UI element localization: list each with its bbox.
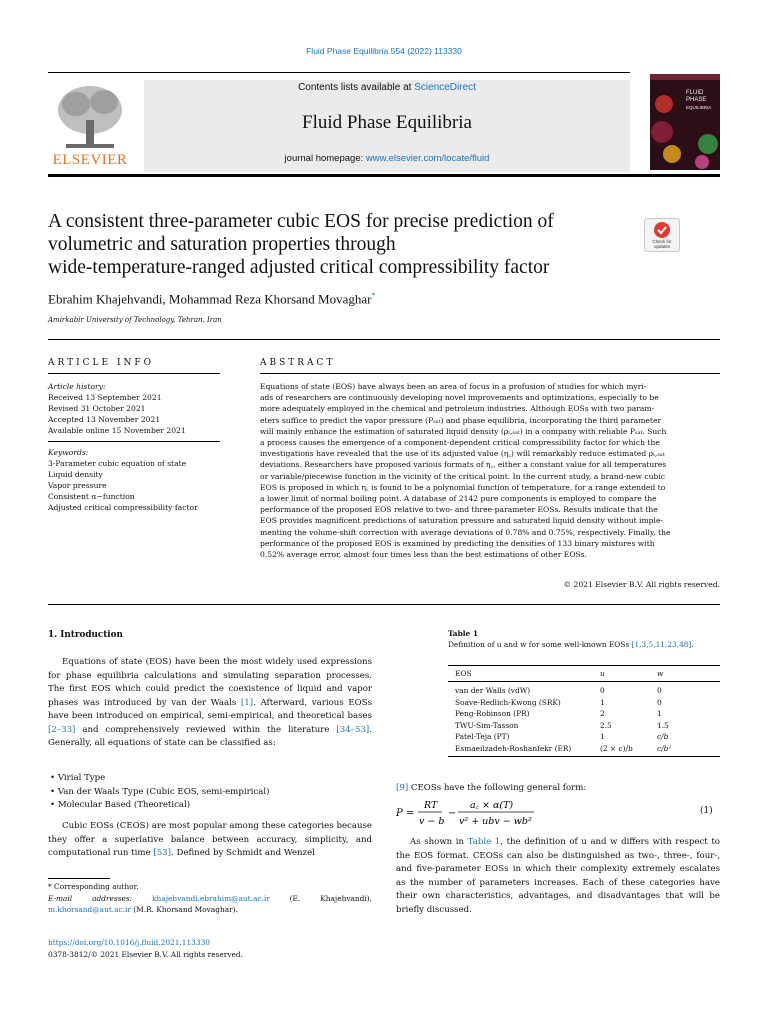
reference-link[interactable]: [1]	[240, 697, 254, 708]
table-1	[448, 665, 720, 757]
abstract-line: investigations have revealed that the use of its adjusted value (η꜀) will remarkably reduce estimated ρₗ,ₛₐₜ	[260, 449, 665, 459]
footnotes	[48, 881, 372, 916]
equation-graphic	[396, 796, 696, 830]
abstract-line: performance of the proposed EOS is examined by predicting the densities of 133 binary mixtures with	[260, 538, 655, 548]
table-cell: 0	[657, 697, 662, 707]
check-for-updates-badge[interactable]	[644, 218, 680, 252]
header-thick-rule	[48, 174, 720, 177]
table-row	[448, 743, 720, 757]
issn-line: 0378-3812/© 2021 Elsevier B.V. All rights reserved.	[48, 950, 243, 959]
copyright: © 2021 Elsevier B.V. All rights reserved.	[563, 580, 720, 589]
abstract-line: eters suffice to predict the vapor pressure (Pₛₐₜ) and phase equilibria, incorporating the third parameter	[260, 415, 662, 425]
text-run: Equations of state (EOS) have been the most widely used expressions for phase equilibria calculations and simulating separation processes. The first EOS which could predict the coexistence of liquid and vapor phases was introduced by van der Waals	[48, 657, 372, 708]
table-cell: van der Walls (vdW)	[455, 686, 531, 695]
cover-title	[686, 90, 711, 111]
table-cell: Peng-Robinson (PR)	[455, 709, 530, 718]
table-cell: 1.5	[657, 720, 669, 730]
intro-paragraph-3	[396, 836, 720, 917]
contents-line	[144, 82, 630, 93]
article-info-rule	[48, 373, 220, 374]
intro-paragraph-2	[48, 820, 372, 861]
article-info-heading: ARTICLE INFO	[48, 358, 155, 368]
doi-link[interactable]: https://doi.org/10.1016/j.fluid.2021.113330	[48, 938, 210, 947]
table-cell: 1	[600, 732, 605, 741]
table-cell: 2	[600, 709, 605, 718]
journal-title: Fluid Phase Equilibria	[302, 112, 472, 133]
abstract-heading: ABSTRACT	[260, 358, 336, 368]
doi-block	[48, 937, 243, 961]
crossmark-line1: Check for	[652, 239, 672, 244]
keywords-label: Keywords:	[48, 448, 89, 457]
history-label: Article history:	[48, 382, 106, 391]
abstract-line: 0.52% average error, almost four times less than the best estimations of other EOSs.	[260, 550, 588, 560]
table-cell: Patel-Teja (PT)	[455, 732, 510, 741]
table-label: Table 1	[448, 629, 478, 638]
list-item: • Virial Type	[50, 773, 106, 783]
journal-cover[interactable]	[650, 74, 720, 170]
table-cell: 1	[600, 697, 605, 707]
svg-text:P: P	[396, 808, 403, 819]
text-run: Definition of u and w for some well-known EOSs	[448, 640, 632, 649]
table-header-row	[448, 666, 720, 682]
abstract-line: deviations. Researchers have proposed various formats of η꜀, either a constant value for all temperatures	[260, 460, 667, 470]
column-header: u	[593, 666, 650, 682]
history-item: Available online 15 November 2021	[48, 426, 186, 435]
homepage-prefix: journal homepage:	[284, 153, 366, 164]
affiliation: Amirkabir University of Technology, Tehran, Iran	[48, 316, 222, 324]
keyword-item: Vapor pressure	[48, 481, 107, 490]
reference-link[interactable]: [34–53]	[336, 724, 370, 735]
abstract-line: will mainly enhance the estimation of saturated liquid density (ρₗ,ₛₐₜ) in a company with reliable Pₛₐₜ. Such	[260, 426, 667, 436]
table-row	[448, 682, 720, 697]
abstract-line: menting the volume-shift correction with average deviations of 0.78% and 0.75%, respectively. Finally, the	[260, 527, 671, 537]
keyword-item: Adjusted critical compressibility factor	[48, 503, 198, 512]
reference-link[interactable]: [53]	[153, 848, 171, 858]
eos-classification-list	[50, 772, 269, 813]
table-row	[448, 708, 720, 720]
divider-rule	[48, 604, 720, 605]
email-owner: (E. Khajehvandi),	[269, 893, 373, 903]
title-line-1: A consistent three-parameter cubic EOS for precise prediction of	[48, 211, 554, 232]
history-item: Revised 31 October 2021	[48, 404, 146, 413]
text-run: Cubic EOSs (CEOS) are most popular among these categories because they offer a superlative balance between accuracy, simplicity, and computational run time	[48, 821, 372, 858]
equation-number: (1)	[700, 806, 713, 816]
abstract-line: EOS is proposed in which η꜀ is found to be a polynomial function of temperature, for a range extended to	[260, 482, 666, 492]
abstract-line: Equations of state (EOS) have always been an area of focus in a profusion of studies for which myri-	[260, 382, 647, 391]
keyword-item: 3-Parameter cubic equation of state	[48, 459, 187, 468]
table-cell: TWU-Sim-Tasson	[455, 720, 519, 730]
sciencedirect-link[interactable]: ScienceDirect	[414, 82, 476, 93]
cover-art	[650, 74, 720, 170]
list-item-text: Virial Type	[57, 773, 106, 783]
corresponding-author-note: * Corresponding author.	[48, 882, 139, 891]
abstract-line: more adequately employed in the chemical and petroleum industries. Although EOSs with two param-	[260, 404, 655, 414]
table-row	[448, 720, 720, 732]
text-run: . Defined by Schmidt and Wenzel	[171, 848, 315, 858]
email-addresses	[48, 893, 372, 916]
cover-title-line2: PHASE	[686, 97, 707, 103]
table-cell: Esmaeilzadeh-Roshanfekr (ER)	[448, 743, 593, 757]
abstract-line: a lower limit of normal boiling point. A database of 2142 pure components is employed to compare the	[260, 494, 657, 504]
email-owner: (M.R. Khorsand Movaghar).	[130, 905, 238, 914]
reference-link[interactable]: [9]	[396, 783, 409, 793]
column-header: EOS	[448, 666, 593, 682]
svg-text:a꜀ × α(T): a꜀ × α(T)	[470, 800, 514, 811]
table-cell: 0	[657, 686, 662, 695]
cover-title-line3: EQUILIBRIA	[686, 105, 712, 110]
ceos-intro-line	[396, 782, 720, 796]
text-run: . Afterward, various EOSs have been introduced on empirical, semi-empirical, and theoretical bases	[48, 697, 372, 721]
article-info-divider	[48, 441, 220, 442]
homepage-link[interactable]: www.elsevier.com/locate/fluid	[365, 153, 490, 164]
divider-rule	[48, 339, 720, 340]
elsevier-logo[interactable]	[48, 80, 132, 172]
table-row	[448, 697, 720, 709]
email-link[interactable]: m.khorsand@aut.ac.ir	[48, 905, 131, 914]
email-label: E-mail addresses:	[48, 893, 153, 903]
publisher-name: ELSEVIER	[52, 152, 128, 168]
svg-text:−: −	[448, 808, 457, 819]
text-run: As shown in	[410, 837, 468, 847]
article-title	[48, 210, 608, 279]
history-item: Received 13 September 2021	[48, 393, 162, 402]
journal-citation[interactable]: Fluid Phase Equilibria 554 (2022) 113330	[306, 46, 462, 56]
column-header: w	[650, 666, 720, 682]
table-cell: 0	[600, 686, 605, 695]
list-item-text: Molecular Based (Theoretical)	[57, 800, 191, 810]
crossmark-label	[644, 239, 680, 249]
table-cell: 1	[657, 709, 662, 718]
reference-link[interactable]: [1,3,5,11,23,48]	[631, 640, 692, 649]
footnote-rule	[48, 878, 110, 879]
text-run: , the definition of u and w differs with respect to the EOS format. CEOSs can also be distinguished as two-, three-, four-, and five-parameter EOSs in which their complexity extremely escalates as the number of parameters increases. Each of these categories have their own characteristics, advantages, and disadvantages that will be briefly discussed.	[396, 837, 720, 915]
keyword-item: Liquid density	[48, 470, 103, 479]
table-cell: Soave-Redlich-Kwong (SRK)	[455, 697, 561, 707]
text-run: .	[691, 640, 694, 649]
title-line-3: wide-temperature-ranged adjusted critical compressibility factor	[48, 257, 550, 278]
author-names: Ebrahim Khajehvandi, Mohammad Reza Khorsand Movaghar	[48, 291, 372, 307]
text-run: CEOSs have the following general form:	[408, 783, 587, 793]
cover-title-line1: FLUID	[686, 90, 704, 96]
text-run: and comprehensively reviewed within the literature	[75, 724, 337, 735]
section-heading-introduction: 1. Introduction	[48, 630, 123, 640]
svg-text:RT: RT	[424, 800, 438, 811]
corresponding-author-mark[interactable]: *	[371, 291, 376, 300]
equation-1	[396, 796, 720, 830]
abstract-text	[260, 381, 720, 560]
list-item: • Molecular Based (Theoretical)	[50, 800, 191, 810]
text-run: . Generally, all equations of state can be classified as:	[48, 724, 372, 748]
intro-paragraph-1	[48, 656, 372, 751]
contents-prefix: Contents lists available at	[298, 82, 415, 93]
table-caption	[448, 628, 720, 650]
abstract-line: performance of the proposed EOS relative to two- and three-parameter EOSs. Results indicate that the	[260, 505, 658, 515]
header-rule	[48, 72, 630, 73]
history-item: Accepted 13 November 2021	[48, 415, 161, 424]
list-item-text: Van der Waals Type (Cubic EOS, semi-empirical)	[57, 786, 270, 797]
abstract-line: a process causes the emergence of a component-dependent critical compressibility factor for which the	[260, 438, 660, 448]
homepage-line	[144, 153, 630, 164]
table-cell: c/b²	[650, 743, 720, 757]
title-line-2: volumetric and saturation properties through	[48, 234, 396, 255]
svg-text:=: =	[406, 808, 415, 819]
crossmark-line2: updates	[653, 244, 670, 249]
list-item: • Van der Waals Type (Cubic EOS, semi-empirical)	[50, 786, 270, 797]
abstract-line: ads of researchers are continuously developing novel improvements and optimizations, especially to be	[260, 393, 659, 403]
svg-text:v² + ubv − wb²: v² + ubv − wb²	[459, 816, 532, 827]
email-link[interactable]: khajehvandi.ebrahim@aut.ac.ir	[152, 893, 270, 903]
article-history	[48, 381, 220, 436]
reference-link[interactable]: [2–33]	[48, 724, 76, 735]
table-cell: 2.5	[600, 720, 612, 730]
table-caption-text	[448, 639, 720, 650]
abstract-line: or variable/piecewise function in the vicinity of the critical point. In the current study, a brand-new cubic	[260, 471, 666, 481]
authors	[48, 291, 375, 307]
svg-text:v − b: v − b	[419, 816, 445, 827]
table-cell: (2 × c)/b	[593, 743, 650, 757]
abstract-line: EOS provides magnificent predictions of saturation pressure and saturated liquid density without imple-	[260, 516, 664, 526]
table-reference-link[interactable]: Table 1	[467, 837, 501, 847]
keywords	[48, 447, 220, 513]
table-row	[448, 731, 720, 743]
table-cell: c/b	[657, 732, 669, 741]
abstract-rule	[260, 373, 720, 374]
keyword-item: Consistent α−function	[48, 492, 135, 501]
